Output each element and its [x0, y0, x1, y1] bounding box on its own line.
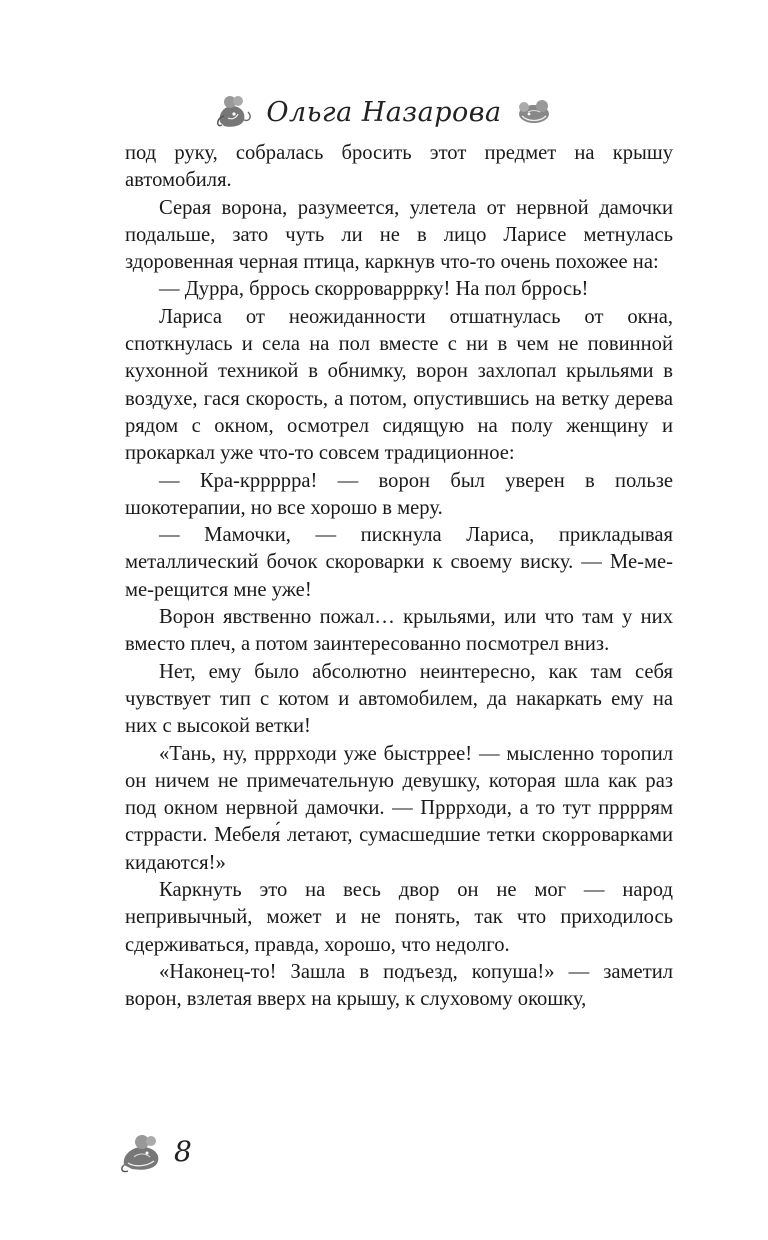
paragraph: — Дурра, бррось скорроварррку! На пол бррось!	[159, 278, 589, 301]
page-footer	[120, 1128, 192, 1174]
paragraph: Ворон явственно пожал… крыльями, или что там у них вместо плеч, а потом заинтересованно посмотрел вниз.	[125, 606, 673, 656]
paragraph: под руку, собралась бросить этот предмет на крышу автомобиля.	[125, 142, 673, 192]
paragraph: — Кра-кррррра! — ворон был уверен в пользе шокотерапии, но все хорошо в меру.	[125, 469, 673, 519]
author-name: Ольга Назарова	[266, 96, 502, 128]
paragraph: «Тань, ну, прррходи уже быстррее! — мысленно торопил он ничем не примечательную девушку, которая шла как раз под окном нервной дамочки. — Прррходи, а то тут пррррям стррасти. Мебеля́ летают, сумасшедшие тетки скорроварками кидаются!»	[125, 742, 673, 874]
paragraph: «Наконец-то! Зашла в подъезд, копуша!» — заметил ворон, взлетая вверх на крышу, к слуховому окошку,	[125, 960, 673, 1011]
paragraph: — Мамочки, — пискнула Лариса, прикладывая металлический бочок скороварки к своему виску. — Ме-ме-ме-рещится мне уже!	[125, 524, 673, 601]
page-number: 8	[174, 1134, 192, 1168]
mouse-ornament-icon	[120, 1129, 168, 1173]
mouse-ornament-icon	[214, 92, 256, 132]
body-text	[125, 140, 673, 1014]
paragraph: Серая ворона, разумеется, улетела от нервной дамочки подальше, зато чуть ли не в лицо Ларисе метнулась здоровенная черная птица, каркнув что-то очень похожее на:	[125, 196, 673, 274]
paragraph: Лариса от неожиданности отшатнулась от окна, споткнулась и села на пол вместе с ни в чем не повинной кухонной техникой в обнимку, ворон захлопал крыльями в воздухе, гася скорость, а потом, опустившись на ветку дерева рядом с окном, осмотрел сидящую на полу женщину и прокаркал уже что-то совсем традиционное:	[125, 305, 673, 465]
mouse-ornament-icon	[512, 92, 554, 132]
paragraph: Нет, ему было абсолютно неинтересно, как там себя чувствует тип с котом и автомобилем, да накаркать ему на них с высокой ветки!	[125, 660, 673, 738]
paragraph: Каркнуть это на весь двор он не мог — народ непривычный, может и не понять, так что приходилось сдерживаться, правда, хорошо, что недолго.	[125, 879, 673, 956]
running-header	[0, 88, 768, 136]
